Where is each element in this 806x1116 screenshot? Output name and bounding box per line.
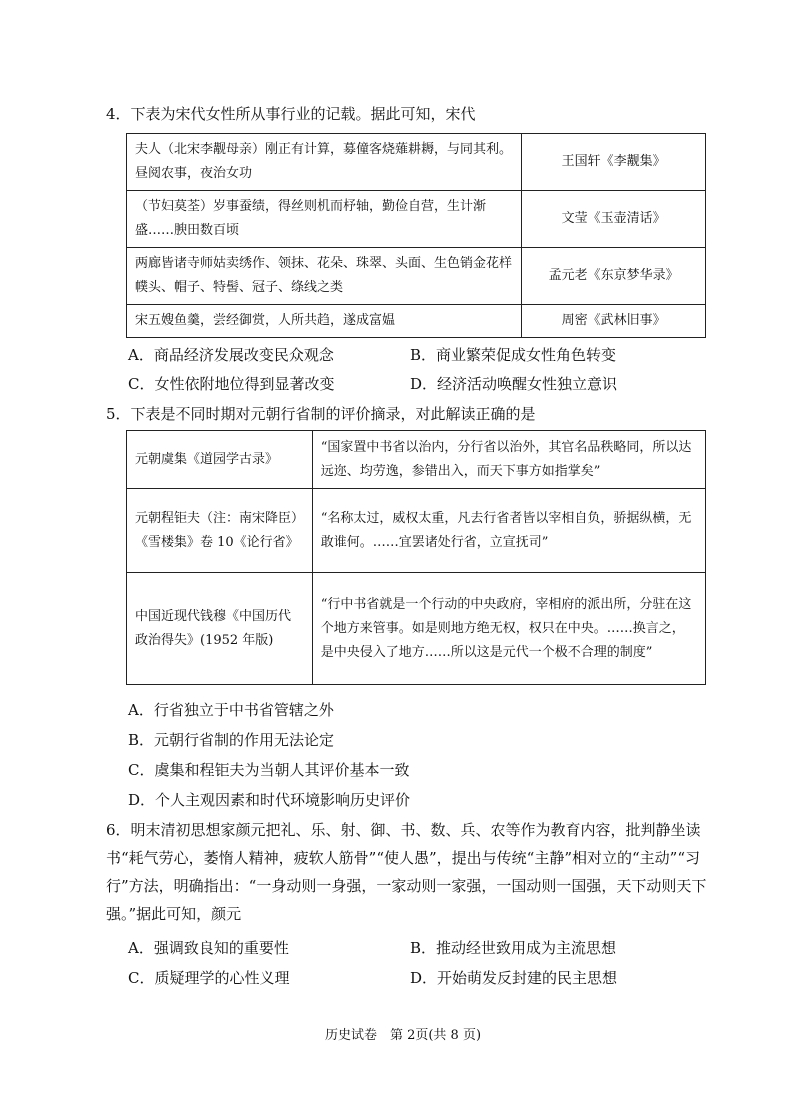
q6-option-a[interactable]: A．强调致良知的重要性 xyxy=(128,939,289,957)
q4-table xyxy=(126,133,706,338)
q4-row4-content: 宋五嫂鱼羹，尝经御赏，人所共趋，遂成富媪 xyxy=(127,305,522,338)
q4-option-d[interactable]: D．经济活动唤醒女性独立意识 xyxy=(410,375,618,393)
q4-row3-content: 两廊皆诸寺师姑卖绣作、领抹、花朵、珠翠、头面、生色销金花样幞头、帽子、特髻、冠子、绦线之类 xyxy=(127,248,522,305)
table-row xyxy=(127,489,706,573)
table-row xyxy=(127,573,706,685)
q5-row1-source: 元朝虞集《道园学古录》 xyxy=(127,431,313,489)
q4-option-c[interactable]: C．女性依附地位得到显著改变 xyxy=(128,375,335,393)
table-row xyxy=(127,134,706,191)
q4-option-b[interactable]: B．商业繁荣促成女性角色转变 xyxy=(410,346,617,364)
q5-option-d[interactable]: D．个人主观因素和时代环境影响历史评价 xyxy=(128,791,411,809)
q6-option-d[interactable]: D．开始萌发反封建的民主思想 xyxy=(410,969,618,987)
q6-option-b[interactable]: B．推动经世致用成为主流思想 xyxy=(410,939,617,957)
table-row xyxy=(127,248,706,305)
page-footer: 历史试卷 第 2页(共 8 页) xyxy=(324,1028,482,1043)
q4-row1-source: 王国轩《李觏集》 xyxy=(522,134,706,191)
table-row xyxy=(127,191,706,248)
q4-row1-content: 夫人（北宋李觏母亲）刚正有计算，募僮客烧薙耕耨，与同其利。昼阅农事，夜治女功 xyxy=(127,134,522,191)
q5-row2-source: 元朝程钜夫（注：南宋降臣）《雪楼集》卷 10《论行省》 xyxy=(127,489,313,573)
table-row xyxy=(127,305,706,338)
q5-row3-source: 中国近现代钱穆《中国历代政治得失》(1952 年版) xyxy=(127,573,313,685)
q6-stem: 6．明末清初思想家颜元把礼、乐、射、御、书、数、兵、农等作为教育内容，批判静坐读书“耗气劳心，萎惰人精神，疲软人筋骨”“使人愚”，提出与传统“主静”相对立的“主动”“习行”方法，明确指出：“一身动则一身强，一家动则一家强，一国动则一国强，天下动则天下强。”据此可知，颜元 xyxy=(106,821,707,923)
q5-option-c[interactable]: C．虞集和程钜夫为当朝人其评价基本一致 xyxy=(128,761,410,779)
q5-row1-content: “国家置中书省以治内，分行省以治外，其官名品秩略同，所以达远迩、均劳逸，参错出入，而天下事方如指掌矣” xyxy=(312,431,705,489)
q5-row2-content: “名称太过，威权太重，凡去行省者皆以宰相自负，骄据纵横，无敢谁何。……宜罢诸处行省，立宣抚司” xyxy=(312,489,705,573)
q5-table xyxy=(126,430,706,685)
q6-option-c[interactable]: C．质疑理学的心性义理 xyxy=(128,969,290,987)
q4-row4-source: 周密《武林旧事》 xyxy=(522,305,706,338)
q4-option-a[interactable]: A．商品经济发展改变民众观念 xyxy=(128,346,334,364)
q4-row2-source: 文莹《玉壶清话》 xyxy=(522,191,706,248)
q5-stem: 5．下表是不同时期对元朝行省制的评价摘录，对此解读正确的是 xyxy=(106,405,536,423)
q5-option-b[interactable]: B．元朝行省制的作用无法论定 xyxy=(128,731,335,749)
q5-option-a[interactable]: A．行省独立于中书省管辖之外 xyxy=(128,701,334,719)
table-row xyxy=(127,431,706,489)
q4-row3-source: 孟元老《东京梦华录》 xyxy=(522,248,706,305)
q5-row3-content: “行中书省就是一个行动的中央政府，宰相府的派出所，分驻在这个地方来管事。如是则地方绝无权，权只在中央。……换言之，是中央侵入了地方……所以这是元代一个极不合理的制度” xyxy=(312,573,705,685)
q4-row2-content: （节妇莫荃）岁事蚕绩，得丝则机而杼轴，勤俭自营，生计渐盛……腴田数百顷 xyxy=(127,191,522,248)
q4-stem: 4．下表为宋代女性所从事行业的记载。据此可知，宋代 xyxy=(106,105,476,123)
